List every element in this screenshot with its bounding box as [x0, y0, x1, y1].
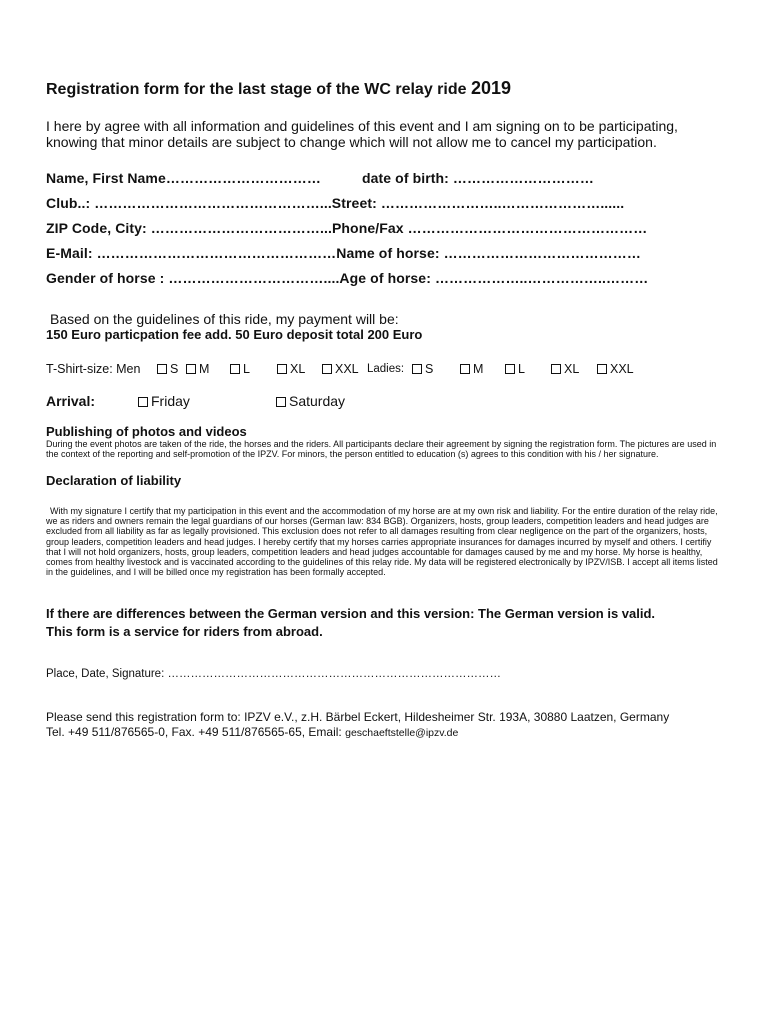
send-address: Please send this registration form to: IPZV e.V., z.H. Bärbel Eckert, Hildesheimer Str. 193A, 30880 Laatzen, Germany	[46, 710, 670, 724]
tshirt-ladies-xl[interactable]: XL	[551, 362, 579, 376]
tshirt-men-xl[interactable]: XL	[277, 362, 305, 376]
checkbox-icon[interactable]	[412, 364, 422, 374]
checkbox-icon[interactable]	[276, 397, 286, 407]
tshirt-ladies-xxl[interactable]: XXL	[597, 362, 634, 376]
checkbox-icon[interactable]	[597, 364, 607, 374]
checkbox-icon[interactable]	[157, 364, 167, 374]
checkbox-icon[interactable]	[186, 364, 196, 374]
dob-field[interactable]: date of birth: …………………………	[362, 170, 594, 186]
email-horse-name-field[interactable]: E-Mail: ……………………………………………Name of horse: ……………………………………	[46, 245, 641, 261]
liability-heading: Declaration of liability	[46, 473, 182, 488]
form-title-text: Registration form for the last stage of the WC relay ride	[46, 81, 467, 98]
arrival-saturday[interactable]: Saturday	[276, 393, 345, 409]
checkbox-icon[interactable]	[505, 364, 515, 374]
club-street-field[interactable]: Club..: …………………………………………...Street: ……………………..…………………......	[46, 195, 625, 211]
payment-line: Based on the guidelines of this ride, my payment will be:	[50, 311, 399, 327]
photos-heading: Publishing of photos and videos	[46, 424, 247, 439]
tshirt-men-xxl[interactable]: XXL	[322, 362, 359, 376]
zip-phone-field[interactable]: ZIP Code, City: ………………………………...Phone/Fax ……………………………………………	[46, 220, 648, 236]
arrival-label: Arrival:	[46, 393, 96, 409]
liability-text: With my signature I certify that my participation in this event and the accommodation of my horse are at my own risk and liability. For the entire duration of the relay ride, we as riders and owners remain the legal guardians of our horses (German law: 834 BGB). Organizers, hosts, group leaders, competition leaders and head judges are excluded from all liability as far as legally provisioned. This exclusion does not refer to all damages resulting from clear negligence on the part of the organizers, hosts, group leaders, competition leaders and head judges. I hereby certify that my horses carries appropriate insurances for damages incurred by myself and others. I certifiy that I will not hold organizers, hosts, group leaders, competition leaders and head judges accountable for damages caused by me and my horse. My horse is healthy, comes from healthy livestock and is vaccinated according to the guidelines of this relay ride. My data will be registered electronically by IPZV/ISB. I accept all items listed in the guidelines, and I will be billed once my registration has been formally accepted.	[46, 506, 718, 578]
tshirt-men-m[interactable]: M	[186, 362, 209, 376]
service-note: This form is a service for riders from abroad.	[46, 624, 323, 639]
german-version-note: If there are differences between the German version and this version: The German version is valid.	[46, 606, 656, 621]
intro-paragraph: I here by agree with all information and guidelines of this event and I am signing on to be participating, knowing that minor details are subject to change which will not allow me to cancel my participation.	[46, 118, 678, 150]
tshirt-ladies-label: Ladies:	[367, 363, 405, 375]
signature-field[interactable]: Place, Date, Signature: ……………………………………………………………………………	[46, 668, 501, 680]
checkbox-icon[interactable]	[138, 397, 148, 407]
send-contact	[46, 725, 736, 741]
tshirt-men-l[interactable]: L	[230, 362, 250, 376]
arrival-friday[interactable]: Friday	[138, 393, 190, 409]
checkbox-icon[interactable]	[277, 364, 287, 374]
gender-age-field[interactable]: Gender of horse : ……………………………....Age of horse: ………………..……………..………	[46, 270, 649, 286]
send-instructions	[46, 710, 736, 741]
form-title	[46, 78, 511, 99]
form-title-year: 2019	[470, 78, 512, 98]
tshirt-ladies-l[interactable]: L	[505, 362, 525, 376]
checkbox-icon[interactable]	[322, 364, 332, 374]
tshirt-men-s[interactable]: S	[157, 362, 178, 376]
tshirt-ladies-m[interactable]: M	[460, 362, 483, 376]
tshirt-ladies-s[interactable]: S	[412, 362, 433, 376]
checkbox-icon[interactable]	[230, 364, 240, 374]
send-phone-fax: Tel. +49 511/876565-0, Fax. +49 511/876565-65, Email:	[46, 725, 342, 739]
checkbox-icon[interactable]	[551, 364, 561, 374]
photos-text: During the event photos are taken of the ride, the horses and the riders. All participants declare their agreement by signing the registration form. The pictures are used in the context of the reporting and self-promotion of the IPZV. For minors, the person entitled to education (s) agrees to this condition with his / her signature.	[46, 439, 717, 460]
checkbox-icon[interactable]	[460, 364, 470, 374]
payment-fee: 150 Euro particpation fee add. 50 Euro deposit total 200 Euro	[46, 327, 423, 342]
tshirt-label: T-Shirt-size: Men	[46, 362, 141, 376]
name-field[interactable]: Name, First Name……………………………	[46, 170, 321, 186]
send-email[interactable]: geschaeftstelle@ipzv.de	[345, 727, 459, 739]
